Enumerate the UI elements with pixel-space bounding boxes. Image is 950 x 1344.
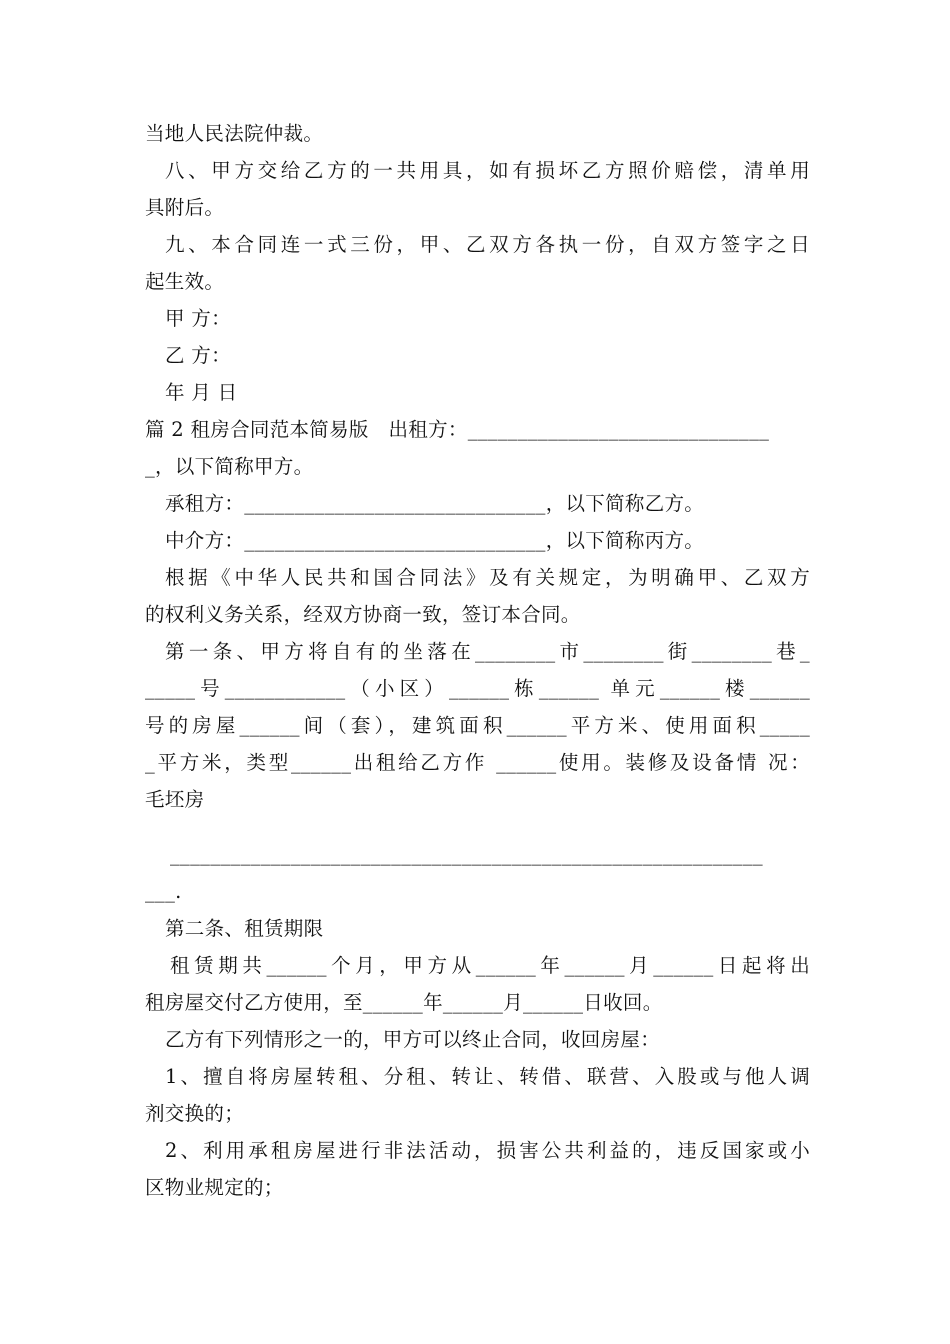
clause-eight: 八、甲方交给乙方的一共用具，如有损坏乙方照价赔偿，清单用	[165, 159, 810, 182]
text-line: ___.	[145, 880, 182, 903]
condition-one: 1、擅自将房屋转租、分租、转让、转借、联营、入股或与他人调	[165, 1065, 810, 1088]
article-two-title: 第二条、租赁期限	[165, 917, 324, 940]
agent-line: 中介方：______________________________，以下简称丙方。	[165, 529, 705, 552]
text-line: _，以下简称甲方。	[145, 455, 314, 478]
text-line: 区物业规定的；	[145, 1176, 284, 1199]
text-line: 的权利义务关系，经双方协商一致，签订本合同。	[145, 603, 581, 626]
signature-date: 年 月 日	[165, 381, 238, 404]
document-body	[145, 115, 810, 1206]
text-line: 号的房屋______间（套），建筑面积______平方米、使用面积_____	[145, 714, 810, 737]
text-line: 毛坯房	[145, 788, 205, 811]
article-one: 第一条、甲方将自有的坐落在________市________街________巷_	[165, 640, 810, 663]
text-line: 租房屋交付乙方使用，至______年______月______日收回。	[145, 991, 663, 1014]
contract-basis: 根据《中华人民共和国合同法》及有关规定，为明确甲、乙双方	[165, 566, 810, 589]
text-line: 具附后。	[145, 196, 225, 219]
text-line: 起生效。	[145, 270, 225, 293]
clause-nine: 九、本合同连一式三份，甲、乙双方各执一份，自双方签字之日	[165, 233, 810, 256]
text-line: 当地人民法院仲裁。	[145, 122, 324, 145]
section-title-lessor: 篇 2 租房合同范本简易版 出租方：______________________________	[145, 418, 770, 441]
termination-conditions: 乙方有下列情形之一的，甲方可以终止合同，收回房屋：	[165, 1028, 661, 1051]
lease-term: 租赁期共______个月，甲方从______年______月______日起将出	[170, 954, 810, 977]
party-b-signature: 乙 方：	[165, 344, 231, 367]
text-line: 剂交换的；	[145, 1102, 245, 1125]
text-line: _____号____________（小区）______栋______ 单元______楼______	[145, 677, 810, 700]
blank-line: ___________________________________________________________	[170, 843, 763, 866]
condition-two: 2、利用承租房屋进行非法活动，损害公共利益的，违反国家或小	[165, 1139, 810, 1162]
party-a-signature: 甲 方：	[165, 307, 231, 330]
text-line: _平方米，类型______出租给乙方作 ______使用。装修及设备情 况：	[145, 751, 810, 774]
lessee-line: 承租方：______________________________，以下简称乙方。	[165, 492, 705, 515]
